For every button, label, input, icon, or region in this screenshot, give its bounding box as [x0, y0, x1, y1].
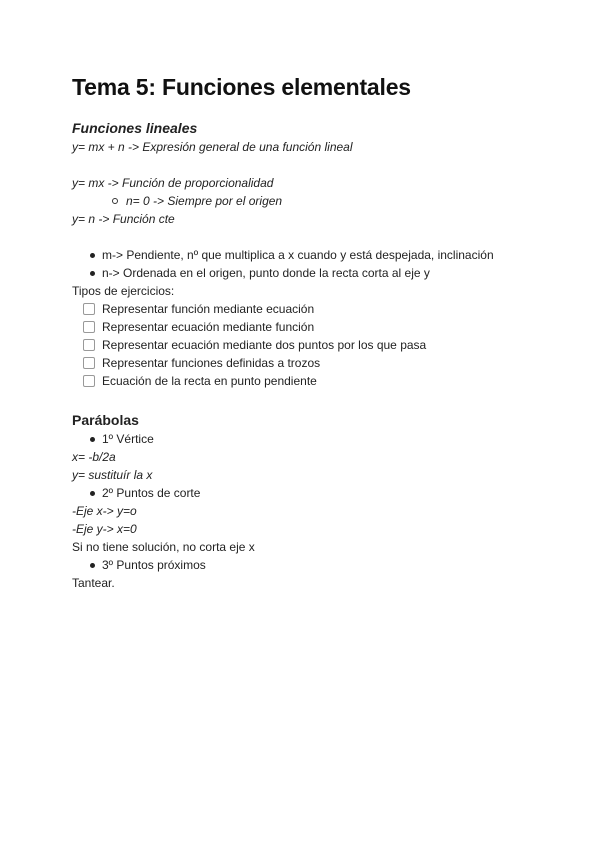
text-proporcionalidad: y= mx -> Función de proporcionalidad [72, 176, 274, 190]
text-tipos-ejercicios: Tipos de ejercicios: [72, 284, 175, 298]
bullet-item-pendiente: m-> Pendiente, nº que multiplica a x cuando y está despejada, inclinación [72, 246, 542, 264]
bullet-item-puntos-proximos: 3º Puntos próximos [72, 556, 542, 574]
bullet-icon [90, 491, 95, 496]
checkbox-icon[interactable] [83, 303, 95, 315]
bullet-item-puntos-corte: 2º Puntos de corte [72, 484, 542, 502]
checklist-item[interactable]: Representar función mediante ecuación [72, 300, 542, 318]
bullet-icon [90, 271, 95, 276]
section-heading-funciones-lineales: Funciones lineales [72, 120, 198, 136]
checklist-item[interactable]: Representar ecuación mediante función [72, 318, 542, 336]
text-sin-solucion: Si no tiene solución, no corta eje x [72, 540, 255, 554]
text-eje-y: -Eje y-> x=0 [72, 522, 137, 536]
checkbox-icon[interactable] [83, 321, 95, 333]
text-tantear: Tantear. [72, 576, 115, 590]
section-heading-parabolas: Parábolas [72, 412, 139, 428]
document-page [72, 72, 542, 592]
sub-item-origen: n= 0 -> Siempre por el origen [72, 192, 542, 210]
bullet-icon [90, 563, 95, 568]
text-x-formula: x= -b/2a [72, 450, 116, 464]
hollow-bullet-icon [112, 198, 118, 204]
bullet-item-ordenada: n-> Ordenada en el origen, punto donde la recta corta al eje y [72, 264, 542, 282]
text-expresion-general: y= mx + n -> Expresión general de una función lineal [72, 140, 353, 154]
bullet-icon [90, 437, 95, 442]
checkbox-icon[interactable] [83, 339, 95, 351]
checkbox-icon[interactable] [83, 357, 95, 369]
checklist-item[interactable]: Representar ecuación mediante dos puntos por los que pasa [72, 336, 542, 354]
bullet-icon [90, 253, 95, 258]
text-eje-x: -Eje x-> y=o [72, 504, 137, 518]
text-y-formula: y= sustituír la x [72, 468, 153, 482]
page-title: Tema 5: Funciones elementales [72, 74, 411, 100]
bullet-item-vertice: 1º Vértice [72, 430, 542, 448]
checklist-item[interactable]: Ecuación de la recta en punto pendiente [72, 372, 542, 390]
checklist-item[interactable]: Representar funciones definidas a trozos [72, 354, 542, 372]
checkbox-icon[interactable] [83, 375, 95, 387]
text-funcion-cte: y= n -> Función cte [72, 212, 175, 226]
